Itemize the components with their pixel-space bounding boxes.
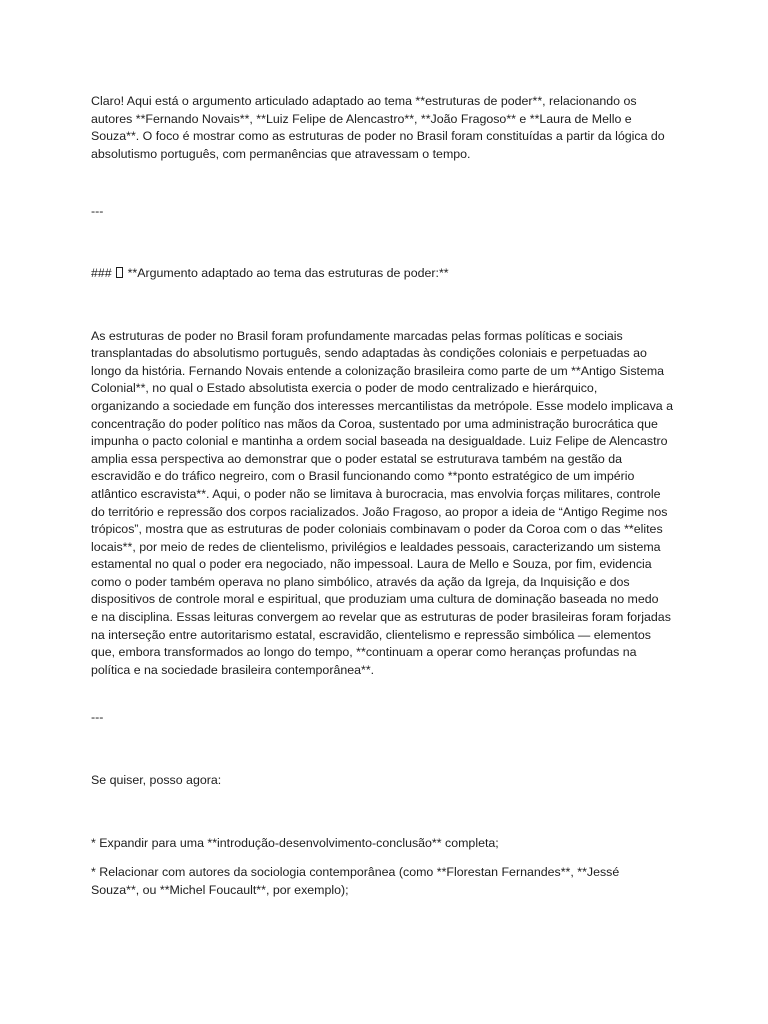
- text-line: transplantadas do absolutismo português, sendo adaptadas às condições coloniais e perpetuadas ao: [91, 346, 647, 361]
- text-line: impunha o pacto colonial e mantinha a ordem social baseada na desigualdade. Luiz Felipe de Alencastro: [91, 434, 668, 449]
- text-line: amplia essa perspectiva ao demonstrar que o poder estatal se estruturava também na gestão da: [91, 451, 623, 466]
- text-line: autores **Fernando Novais**, **Luiz Felipe de Alencastro**, **João Fragoso** e **Laura de Mello e: [91, 111, 632, 126]
- horizontal-rule-markdown-2: [91, 709, 688, 727]
- text-line: Claro! Aqui está o argumento articulado adaptado ao tema **estruturas de poder**, relacionando os: [91, 94, 637, 108]
- text-line: * Expandir para uma **introdução-desenvolvimento-conclusão** completa;: [91, 835, 499, 850]
- heading-prefix: ###: [91, 265, 112, 280]
- section-heading: [91, 265, 688, 283]
- text-line: As estruturas de poder no Brasil foram profundamente marcadas pelas formas políticas e sociais: [91, 328, 623, 343]
- text-line: Souza**, ou **Michel Foucault**, por exemplo);: [91, 882, 349, 897]
- text-line: na interseção entre autoritarismo estatal, escravidão, clientelismo e repressão simbólica — elementos: [91, 627, 651, 642]
- bullet-item: [91, 835, 688, 853]
- bullet-item: [91, 864, 688, 899]
- text-line: * Relacionar com autores da sociologia contemporânea (como **Florestan Fernandes**, **Jessé: [91, 865, 620, 880]
- text-line: trópicos”, mostra que as estruturas de poder coloniais combinavam o poder da Coroa com o das **elites: [91, 522, 663, 537]
- text-line: absolutismo português, com permanências que atravessam o tempo.: [91, 146, 471, 161]
- text-line: atlântico escravista**. Aqui, o poder não se limitava à burocracia, mas envolvia forças militares, controle: [91, 486, 661, 501]
- text-line: do território e repressão dos corpos racializados. João Fragoso, ao propor a ideia de “Antigo Regime nos: [91, 504, 668, 519]
- offer-text: Se quiser, posso agora:: [91, 773, 222, 788]
- text-line: organizando a sociedade em função dos interesses mercantilistas da metrópole. Esse modelo implicava a: [91, 398, 673, 413]
- heading-text: **Argumento adaptado ao tema das estruturas de poder:**: [127, 265, 449, 280]
- text-line: Souza**. O foco é mostrar como as estruturas de poder no Brasil foram constituídas a partir da lógica do: [91, 129, 665, 144]
- separator-text: ---: [91, 710, 104, 725]
- text-line: e na disciplina. Essas leituras convergem ao revelar que as estruturas de poder brasileiras foram forjadas: [91, 610, 671, 625]
- text-line: locais**, por meio de redes de clientelismo, privilégios e lealdades pessoais, caracterizando um sistema: [91, 539, 661, 554]
- text-line: dispositivos de controle moral e espiritual, que produziam uma cultura de dominação baseada no medo: [91, 592, 659, 607]
- intro-paragraph: [91, 93, 688, 163]
- text-line: longo da história. Fernando Novais entende a colonização brasileira como parte de um **Antigo Sistema: [91, 363, 665, 378]
- text-line: Colonial**, no qual o Estado absolutista exercia o poder de modo centralizado e hierárquico,: [91, 381, 598, 396]
- offer-paragraph: [91, 772, 688, 790]
- text-line: concentração do poder político nas mãos da Coroa, sustentado por uma administração burocrática que: [91, 416, 658, 431]
- text-line: como o poder também operava no plano simbólico, através da ação da Igreja, da Inquisição e dos: [91, 574, 630, 589]
- text-line: política e na sociedade brasileira contemporânea**.: [91, 662, 375, 677]
- text-line: que, embora transformados ao longo do tempo, **continuam a operar como heranças profundas na: [91, 645, 637, 660]
- separator-text: ---: [91, 204, 104, 219]
- horizontal-rule-markdown-1: [91, 203, 688, 221]
- text-line: estamental no qual o poder era negociado, não impessoal. Laura de Mello e Souza, por fim, evidencia: [91, 557, 652, 572]
- text-line: escravidão e do tráfico negreiro, com o Brasil funcionando como **ponto estratégico de um império: [91, 469, 635, 484]
- missing-glyph-icon: [116, 267, 123, 278]
- argument-paragraph: [91, 328, 688, 680]
